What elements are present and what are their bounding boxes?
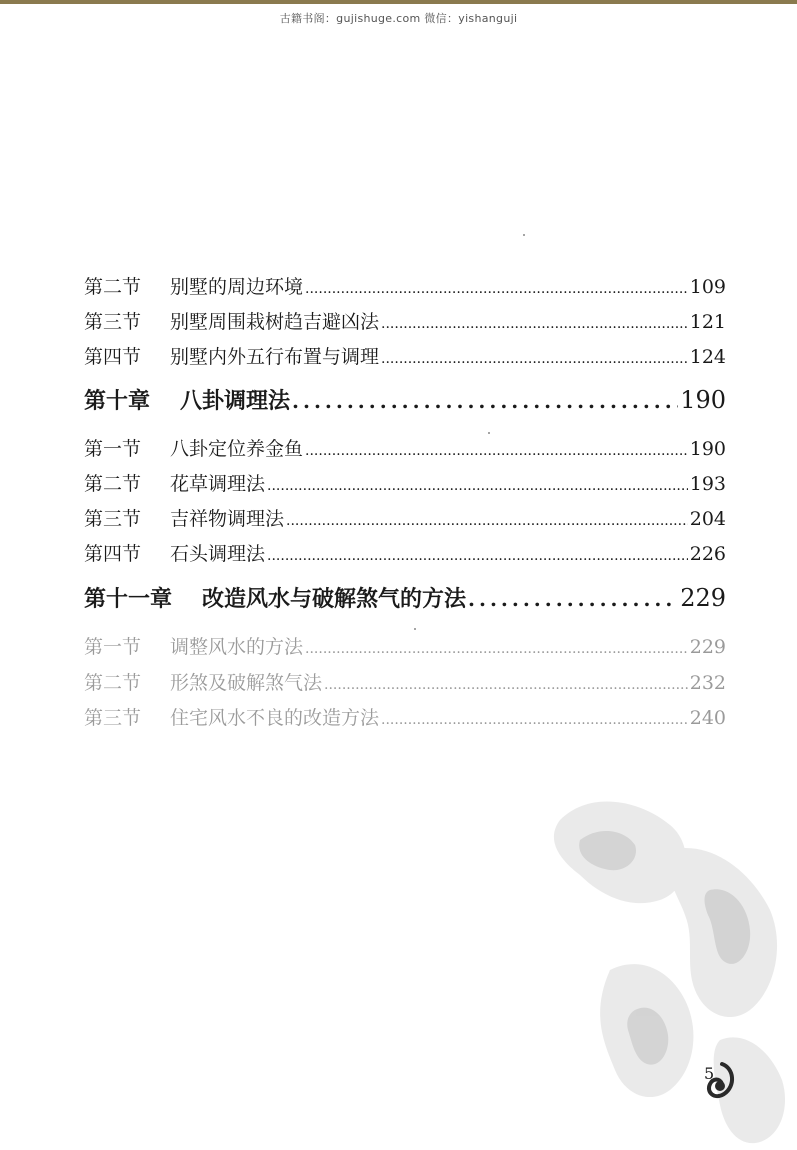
section-title: 石头调理法 <box>170 543 266 565</box>
toc-row-chapter[interactable] <box>84 384 726 418</box>
chapter-title: 八卦调理法 <box>180 388 291 414</box>
section-title: 别墅的周边环境 <box>170 276 304 298</box>
toc-row-section[interactable] <box>84 703 726 731</box>
toc-row-chapter[interactable] <box>84 582 726 616</box>
toc-row-section[interactable] <box>84 342 726 370</box>
page-ref: 240 <box>689 707 726 729</box>
leader-dots <box>381 346 688 368</box>
section-title: 调整风水的方法 <box>170 636 304 658</box>
section-number: 第三节 <box>84 311 142 333</box>
toc-row-section[interactable] <box>84 504 726 532</box>
chapter-title: 改造风水与破解煞气的方法 <box>202 586 467 612</box>
section-title: 八卦定位养金鱼 <box>170 438 304 460</box>
section-title: 花草调理法 <box>170 473 266 495</box>
section-title: 别墅内外五行布置与调理 <box>170 346 380 368</box>
section-title: 别墅周围栽树趋吉避凶法 <box>170 311 380 333</box>
toc-row-section[interactable] <box>84 668 726 696</box>
scan-speck <box>414 628 416 630</box>
toc-row-section[interactable] <box>84 632 726 660</box>
leader-dots <box>468 586 678 612</box>
leader-dots <box>267 543 688 565</box>
page-ref: 193 <box>689 473 726 495</box>
section-number: 第四节 <box>84 543 142 565</box>
section-number: 第三节 <box>84 508 142 530</box>
page-ref: 109 <box>689 276 726 298</box>
toc-row-section[interactable] <box>84 272 726 300</box>
leader-dots <box>305 636 688 658</box>
page-ref: 229 <box>680 584 726 612</box>
section-number: 第一节 <box>84 636 142 658</box>
leader-dots <box>305 438 688 460</box>
toc-row-section[interactable] <box>84 469 726 497</box>
toc-row-section[interactable] <box>84 434 726 462</box>
section-number: 第二节 <box>84 276 142 298</box>
page-ref: 226 <box>689 543 726 565</box>
ink-wash-decoration <box>520 780 797 1150</box>
section-title: 形煞及破解煞气法 <box>170 672 323 694</box>
section-number: 第四节 <box>84 346 142 368</box>
toc-row-section[interactable] <box>84 539 726 567</box>
page-ref: 229 <box>689 636 726 658</box>
leader-dots <box>305 276 688 298</box>
chapter-number: 第十章 <box>84 388 151 414</box>
leader-dots <box>286 508 688 530</box>
chapter-number: 第十一章 <box>84 586 173 612</box>
section-number: 第一节 <box>84 438 142 460</box>
leader-dots <box>267 473 688 495</box>
page-number: 5 <box>704 1064 715 1083</box>
watermark-text: 古籍书阁：gujishuge.com 微信：yishanguji <box>279 12 518 25</box>
section-title: 吉祥物调理法 <box>170 508 285 530</box>
leader-dots <box>381 311 688 333</box>
leader-dots <box>292 388 678 414</box>
section-number: 第二节 <box>84 672 142 694</box>
page-ref: 232 <box>689 672 726 694</box>
page-ref: 124 <box>689 346 726 368</box>
leader-dots <box>381 707 688 729</box>
page-ref: 190 <box>689 438 726 460</box>
toc-row-section[interactable] <box>84 307 726 335</box>
scan-speck <box>523 234 525 236</box>
section-title: 住宅风水不良的改造方法 <box>170 707 380 729</box>
page-ref: 190 <box>680 386 726 414</box>
top-border-rule <box>0 0 797 4</box>
page-ref: 204 <box>689 508 726 530</box>
leader-dots <box>324 672 688 694</box>
section-number: 第二节 <box>84 473 142 495</box>
section-number: 第三节 <box>84 707 142 729</box>
page-ref: 121 <box>689 311 726 333</box>
